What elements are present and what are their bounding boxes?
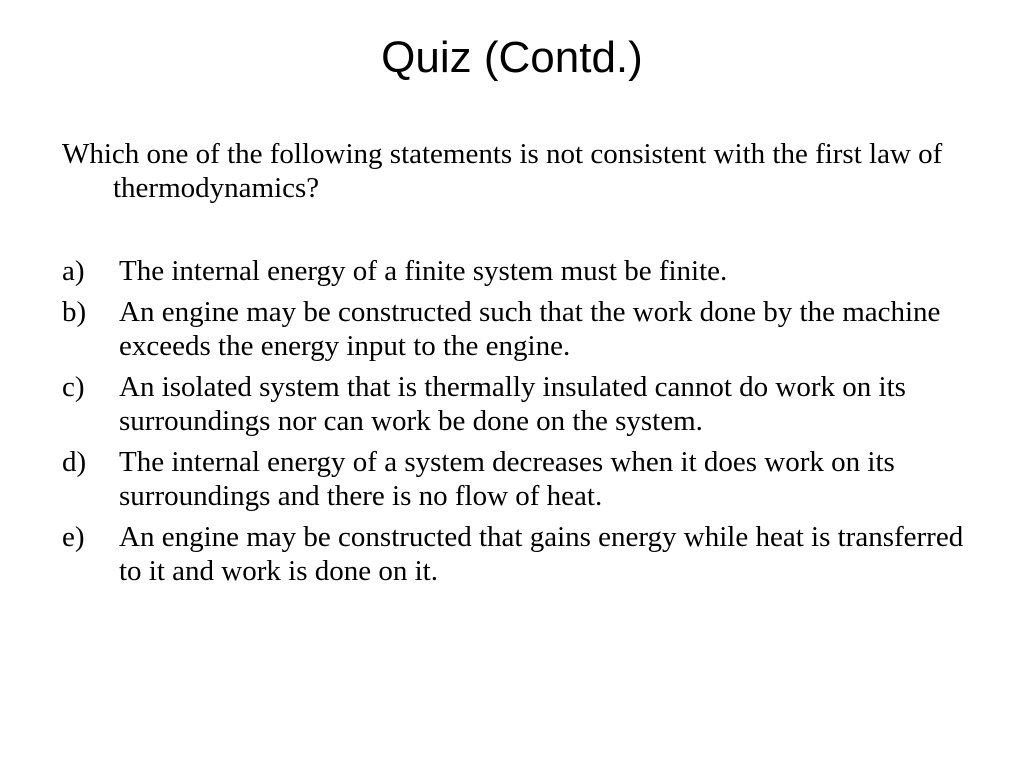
answer-option-d: [62, 445, 972, 514]
option-marker: d): [62, 445, 87, 478]
option-text: An engine may be constructed such that the work done by the machine exceeds the energy input to the engine.: [119, 295, 941, 362]
option-marker: e): [62, 520, 85, 553]
option-marker: c): [62, 370, 85, 403]
slide-title: Quiz (Contd.): [381, 33, 643, 82]
answer-option-e: [62, 520, 972, 589]
option-text: The internal energy of a finite system must be finite.: [119, 255, 728, 287]
answer-options-list: [62, 254, 972, 595]
quiz-question: Which one of the following statements is not consistent with the first law of thermodynamics?: [62, 138, 943, 204]
option-marker: a): [62, 255, 85, 287]
option-marker: b): [62, 295, 87, 328]
option-text: An engine may be constructed that gains energy while heat is transferred to it and work is done on it.: [119, 520, 964, 587]
answer-option-a: [62, 254, 972, 289]
option-text: The internal energy of a system decreases when it does work on its surroundings and there is no flow of heat.: [119, 445, 895, 512]
answer-option-b: [62, 295, 972, 364]
answer-option-c: [62, 370, 972, 439]
option-text: An isolated system that is thermally insulated cannot do work on its surroundings nor can work be done on the system.: [119, 370, 906, 437]
